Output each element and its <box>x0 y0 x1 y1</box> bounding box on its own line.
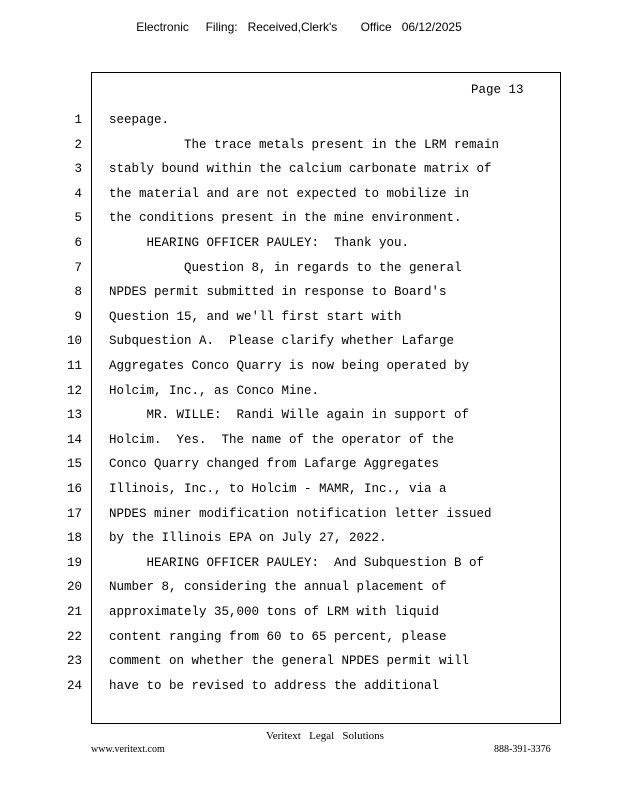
line-number: 13 <box>66 408 82 422</box>
line-number: 10 <box>66 334 82 348</box>
transcript-line: Conco Quarry changed from Lafarge Aggregates <box>109 457 440 471</box>
line-number: 19 <box>66 556 82 570</box>
transcript-line: Aggregates Conco Quarry is now being operated by <box>109 359 470 373</box>
line-number: 16 <box>66 482 82 496</box>
line-number: 15 <box>66 457 82 471</box>
line-number: 11 <box>66 359 82 373</box>
transcript-line: HEARING OFFICER PAULEY: Thank you. <box>109 236 410 250</box>
transcript-line: Holcim. Yes. The name of the operator of the <box>109 433 455 447</box>
transcript-line: Question 8, in regards to the general <box>109 261 462 275</box>
line-number: 21 <box>66 605 82 619</box>
line-number: 12 <box>66 384 82 398</box>
transcript-line: the material and are not expected to mobilize in <box>109 187 470 201</box>
transcript-line: Question 15, and we'll first start with <box>109 310 402 324</box>
line-number: 5 <box>74 211 82 225</box>
transcript-line: MR. WILLE: Randi Wille again in support of <box>109 408 470 422</box>
transcript-line: Number 8, considering the annual placement of <box>109 580 447 594</box>
footer-website: www.veritext.com <box>91 744 165 755</box>
line-number: 8 <box>74 285 82 299</box>
line-number: 18 <box>66 531 82 545</box>
transcript-line: NPDES permit submitted in response to Board's <box>109 285 447 299</box>
line-number: 7 <box>74 261 82 275</box>
line-number: 24 <box>66 679 82 693</box>
line-number: 6 <box>74 236 82 250</box>
line-number: 20 <box>66 580 82 594</box>
line-number: 17 <box>66 507 82 521</box>
line-number: 9 <box>74 310 82 324</box>
transcript-line: content ranging from 60 to 65 percent, please <box>109 630 447 644</box>
page-number: Page 13 <box>471 83 524 97</box>
line-number: 23 <box>66 654 82 668</box>
line-number: 4 <box>74 187 82 201</box>
transcript-line: stably bound within the calcium carbonate matrix of <box>109 162 492 176</box>
transcript-line: comment on whether the general NPDES permit will <box>109 654 470 668</box>
line-number: 22 <box>66 630 82 644</box>
line-number: 14 <box>66 433 82 447</box>
transcript-line: HEARING OFFICER PAULEY: And Subquestion B of <box>109 556 485 570</box>
transcript-line: Subquestion A. Please clarify whether Lafarge <box>109 334 455 348</box>
transcript-line: Illinois, Inc., to Holcim - MAMR, Inc., via a <box>109 482 447 496</box>
transcript-line: by the Illinois EPA on July 27, 2022. <box>109 531 387 545</box>
transcript-line: The trace metals present in the LRM remain <box>109 138 500 152</box>
line-number: 1 <box>74 113 82 127</box>
transcript-line: NPDES miner modification notification letter issued <box>109 507 492 521</box>
transcript-line: seepage. <box>109 113 170 127</box>
footer-company: Veritext Legal Solutions <box>266 730 384 742</box>
electronic-filing-header: Electronic Filing: Received,Clerk's Office 06/12/2025 <box>136 20 462 34</box>
line-number: 3 <box>74 162 82 176</box>
transcript-line: have to be revised to address the additional <box>109 679 440 693</box>
line-number: 2 <box>74 138 82 152</box>
transcript-line: approximately 35,000 tons of LRM with liquid <box>109 605 440 619</box>
transcript-line: the conditions present in the mine environment. <box>109 211 462 225</box>
footer-phone: 888-391-3376 <box>494 744 551 755</box>
transcript-line: Holcim, Inc., as Conco Mine. <box>109 384 320 398</box>
